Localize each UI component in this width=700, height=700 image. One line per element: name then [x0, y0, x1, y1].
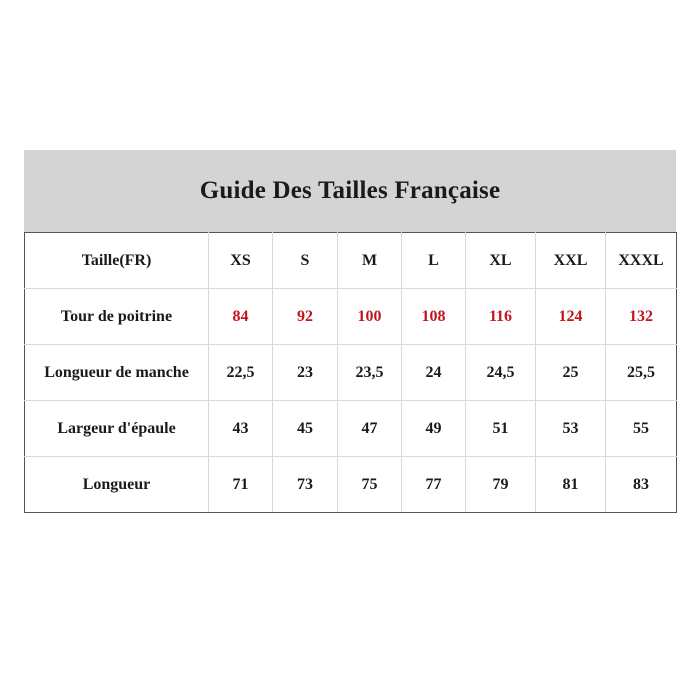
table-row-chest: [25, 289, 677, 345]
size-table: [24, 232, 677, 513]
table-cell: 24,5: [466, 345, 536, 401]
row-label: Longueur: [25, 457, 209, 513]
row-label: Longueur de manche: [25, 345, 209, 401]
header-label: Taille(FR): [25, 233, 209, 289]
table-cell: 24: [402, 345, 466, 401]
table-cell: 100: [338, 289, 402, 345]
header-row: [25, 233, 677, 289]
table-cell: 23: [273, 345, 338, 401]
size-m: M: [338, 233, 402, 289]
table-row-length: [25, 457, 677, 513]
table-cell: 43: [209, 401, 273, 457]
table-cell: 25: [536, 345, 606, 401]
table-cell: 108: [402, 289, 466, 345]
size-xs: XS: [209, 233, 273, 289]
size-xl: XL: [466, 233, 536, 289]
table-cell: 116: [466, 289, 536, 345]
table-cell: 22,5: [209, 345, 273, 401]
table-cell: 132: [606, 289, 677, 345]
table-cell: 45: [273, 401, 338, 457]
table-cell: 124: [536, 289, 606, 345]
size-guide: [24, 150, 676, 513]
table-cell: 53: [536, 401, 606, 457]
table-cell: 47: [338, 401, 402, 457]
table-cell: 71: [209, 457, 273, 513]
table-cell: 49: [402, 401, 466, 457]
title-bar: [24, 150, 676, 232]
table-cell: 81: [536, 457, 606, 513]
size-xxl: XXL: [536, 233, 606, 289]
table-cell: 84: [209, 289, 273, 345]
table-cell: 92: [273, 289, 338, 345]
size-l: L: [402, 233, 466, 289]
row-label: Tour de poitrine: [25, 289, 209, 345]
size-xxxl: XXXL: [606, 233, 677, 289]
table-row-shoulder: [25, 401, 677, 457]
table-cell: 77: [402, 457, 466, 513]
table-cell: 83: [606, 457, 677, 513]
page-title: Guide Des Tailles Française: [199, 177, 501, 204]
size-s: S: [273, 233, 338, 289]
table-cell: 75: [338, 457, 402, 513]
table-cell: 51: [466, 401, 536, 457]
table-cell: 25,5: [606, 345, 677, 401]
table-cell: 55: [606, 401, 677, 457]
table-cell: 79: [466, 457, 536, 513]
table-cell: 23,5: [338, 345, 402, 401]
table-cell: 73: [273, 457, 338, 513]
table-row-sleeve: [25, 345, 677, 401]
row-label: Largeur d'épaule: [25, 401, 209, 457]
